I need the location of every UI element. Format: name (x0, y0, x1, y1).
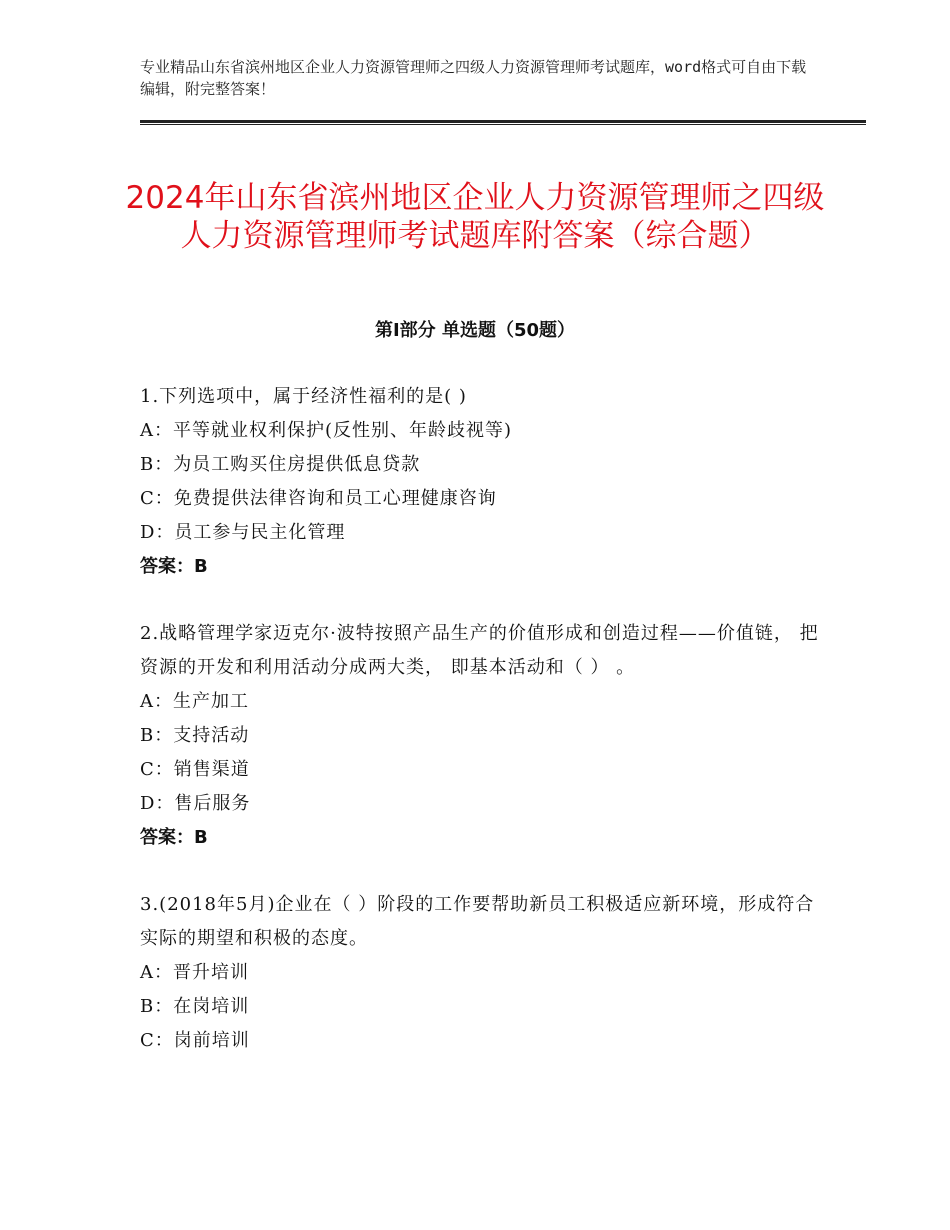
option-d: D：售后服务 (140, 793, 251, 814)
option-c: C：免费提供法律咨询和员工心理健康咨询 (140, 488, 497, 509)
question-stem: 3.(2018年5月)企业在（ ）阶段的工作要帮助新员工积极适应新环境，形成符合实际的期望和积极的态度。 (140, 894, 815, 949)
answer: 答案：B (140, 556, 208, 577)
question-3 (140, 888, 820, 1058)
header-divider-thick (140, 120, 866, 123)
option-a: A：平等就业权利保护(反性别、年龄歧视等) (140, 420, 513, 441)
option-b: B：为员工购买住房提供低息贷款 (140, 454, 421, 475)
option-c: C：销售渠道 (140, 759, 250, 780)
option-a: A：生产加工 (140, 691, 249, 712)
option-b: B：在岗培训 (140, 996, 250, 1017)
header-note: 专业精品山东省滨州地区企业人力资源管理师之四级人力资源管理师考试题库，word格式可自由下载编辑，附完整答案！ (140, 58, 807, 98)
question-stem: 2.战略管理学家迈克尔·波特按照产品生产的价值形成和创造过程——价值链， 把资源的开发和利用活动分成两大类， 即基本活动和（ ） 。 (140, 623, 819, 678)
document-title: 2024年山东省滨州地区企业人力资源管理师之四级人力资源管理师考试题库附答案（综合题） (125, 179, 825, 254)
header-divider (140, 120, 866, 126)
answer: 答案：B (140, 827, 208, 848)
question-stem: 1.下列选项中，属于经济性福利的是( ) (140, 386, 467, 407)
header-divider-thin (140, 124, 866, 125)
option-d: D：员工参与民主化管理 (140, 522, 346, 543)
option-a: A：晋升培训 (140, 962, 249, 983)
option-c: C：岗前培训 (140, 1030, 250, 1051)
option-b: B：支持活动 (140, 725, 250, 746)
question-2 (140, 617, 820, 855)
section-heading: 第Ⅰ部分 单选题（50题） (374, 320, 575, 341)
question-1 (140, 380, 820, 584)
question-list (140, 380, 820, 1091)
